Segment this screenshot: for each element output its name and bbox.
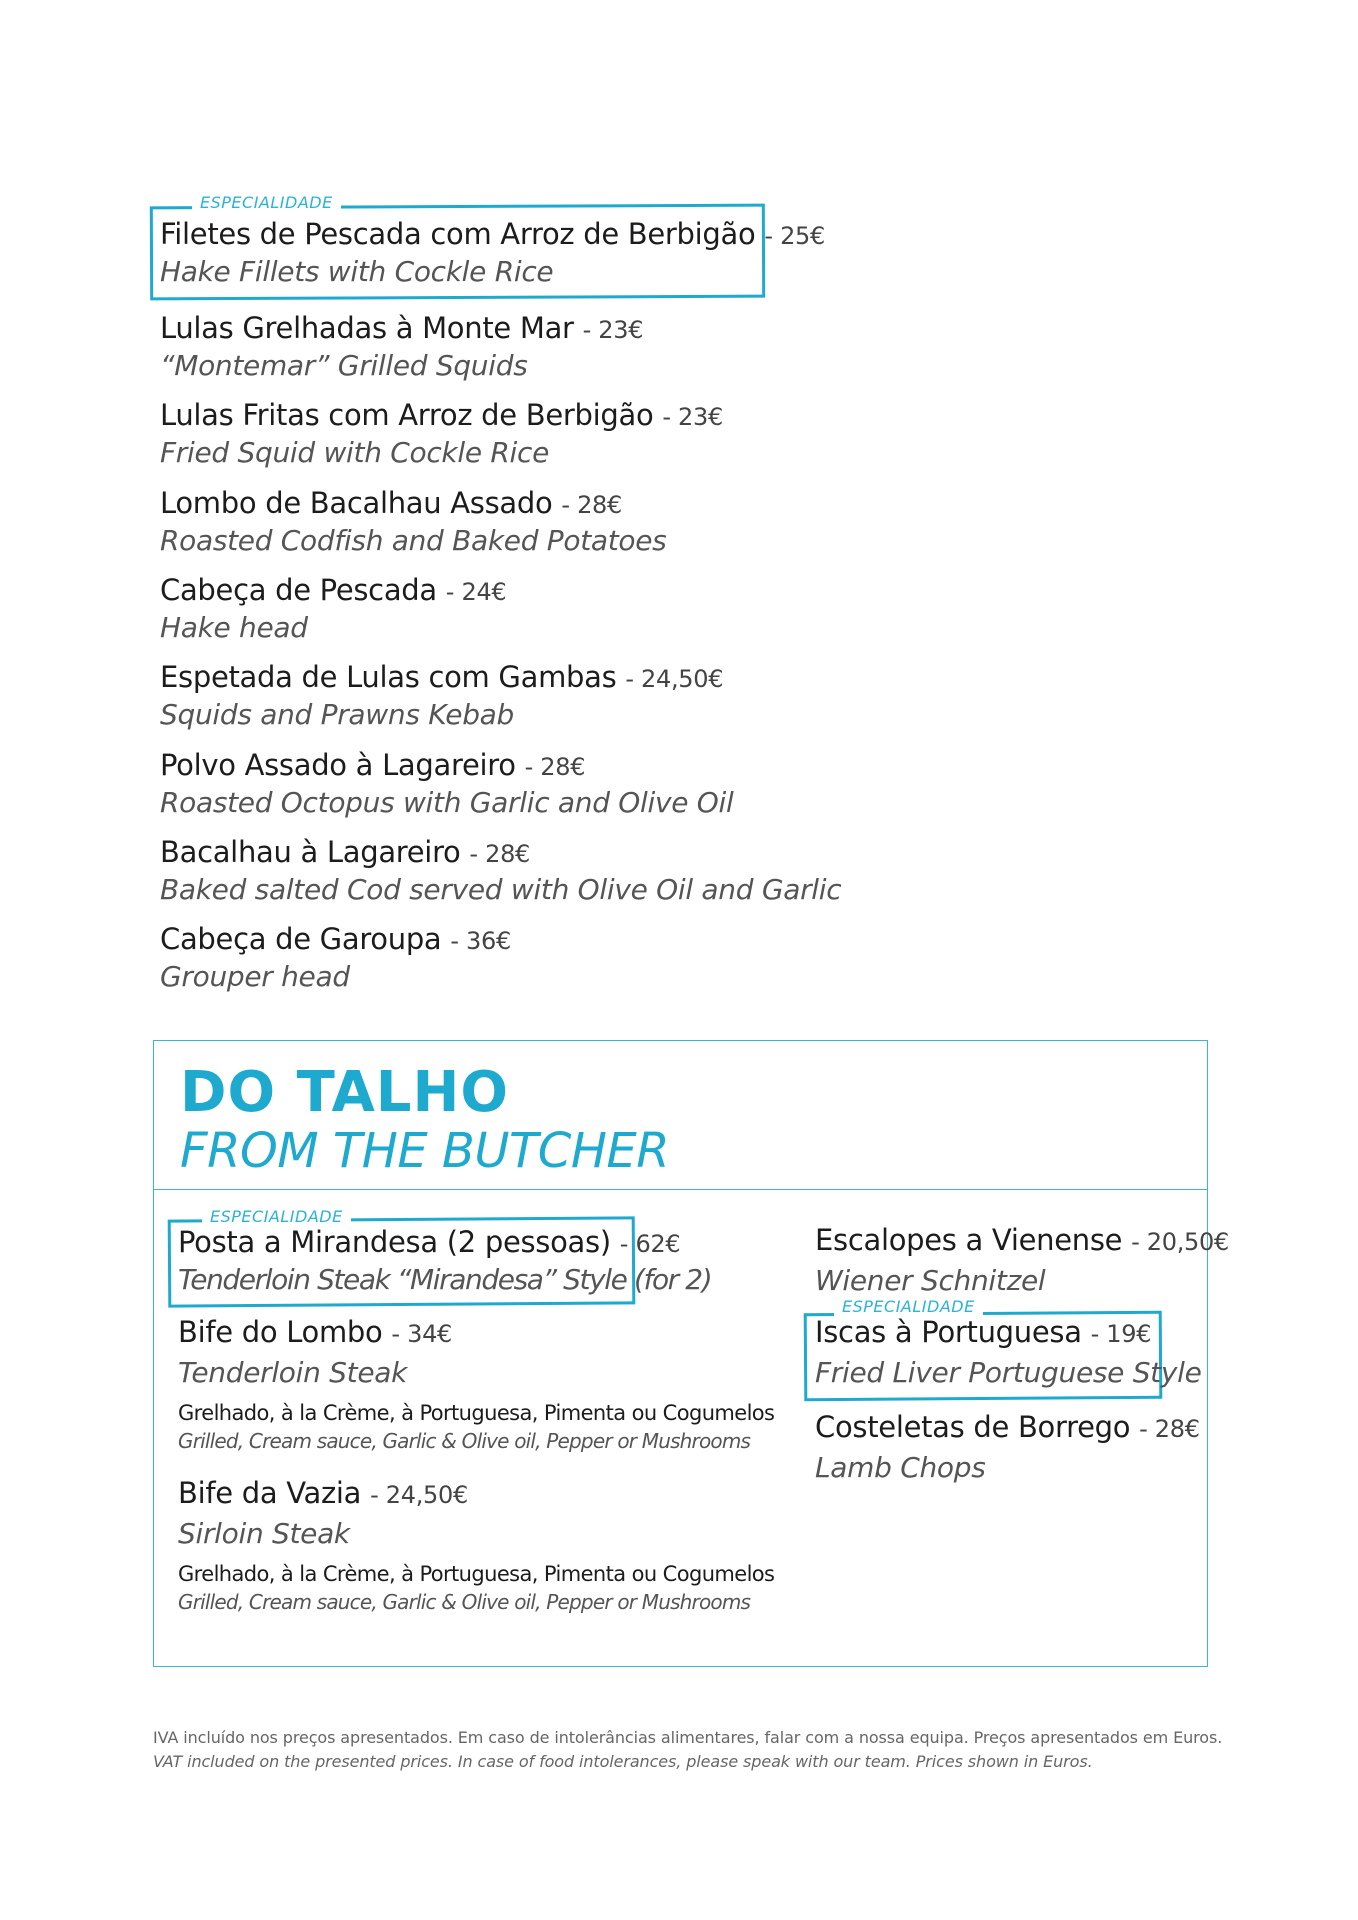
- dish-translation: Squids and Prawns Kebab: [160, 698, 514, 731]
- menu-item: [160, 310, 643, 384]
- menu-item: [160, 572, 506, 646]
- dish-name: Costeletas de Borrego: [815, 1410, 1131, 1444]
- dish-translation: Roasted Codfish and Baked Potatoes: [160, 524, 667, 557]
- dish-options: Grelhado, à la Crème, à Portuguesa, Pimenta ou Cogumelos: [178, 1562, 775, 1586]
- dish-price: - 24,50€: [625, 665, 724, 693]
- dish-translation: Sirloin Steak: [178, 1517, 350, 1550]
- dish-translation: Roasted Octopus with Garlic and Olive Oil: [160, 786, 734, 819]
- dish-translation: Tenderloin Steak “Mirandesa” Style (for 2): [178, 1263, 712, 1296]
- menu-item: [160, 747, 733, 821]
- footer-note: [153, 1726, 1222, 1774]
- dish-price: - 20,50€: [1131, 1228, 1229, 1256]
- menu-item: [160, 659, 723, 733]
- dish-name: Posta a Mirandesa (2 pessoas): [178, 1225, 611, 1259]
- dish-name: Lulas Fritas com Arroz de Berbigão: [160, 398, 654, 432]
- dish-name: Cabeça de Pescada: [160, 573, 437, 607]
- dish-price: - 28€: [561, 491, 622, 519]
- dish-name: Polvo Assado à Lagareiro: [160, 748, 516, 782]
- dish-translation: Fried Squid with Cockle Rice: [160, 436, 550, 469]
- dish-price: - 36€: [450, 927, 511, 955]
- dish-translation: Hake Fillets with Cockle Rice: [160, 255, 554, 288]
- dish-name: Espetada de Lulas com Gambas: [160, 660, 617, 694]
- specialty-label: ESPECIALIDADE: [192, 194, 341, 212]
- dish-name: Bacalhau à Lagareiro: [160, 835, 461, 869]
- dish-price: - 28€: [469, 840, 531, 868]
- dish-translation: Hake head: [160, 611, 308, 644]
- dish-price: - 23€: [582, 316, 644, 344]
- dish-name: Lombo de Bacalhau Assado: [160, 486, 553, 520]
- dish-price: - 62€: [619, 1230, 681, 1258]
- dish-name: Escalopes a Vienense: [815, 1223, 1123, 1257]
- section-title: DO TALHO: [180, 1060, 509, 1125]
- dish-price: - 19€: [1090, 1320, 1152, 1348]
- footer-text-pt: IVA incluído nos preços apresentados. Em caso de intolerâncias alimentares, falar com a nossa equipa. Preços apresentados em Euros.: [153, 1728, 1223, 1747]
- dish-translation: Lamb Chops: [815, 1451, 986, 1484]
- dish-translation: Tenderloin Steak: [178, 1356, 408, 1389]
- dish-price: - 34€: [391, 1320, 453, 1348]
- specialty-label: ESPECIALIDADE: [202, 1208, 351, 1226]
- dish-translation: Fried Liver Portuguese Style: [815, 1356, 1202, 1389]
- dish-translation: Wiener Schnitzel: [815, 1264, 1046, 1297]
- menu-item: [160, 485, 666, 559]
- dish-price: - 24,50€: [370, 1481, 468, 1509]
- footer-text-en: VAT included on the presented prices. In case of food intolerances, please speak with our team. Prices shown in Euros.: [153, 1752, 1093, 1771]
- dish-options-translation: Grilled, Cream sauce, Garlic & Olive oil, Pepper or Mushrooms: [178, 1429, 751, 1453]
- dish-price: - 24€: [445, 578, 507, 606]
- dish-translation: Grouper head: [160, 960, 350, 993]
- dish-name: Iscas à Portuguesa: [815, 1315, 1082, 1349]
- dish-price: - 25€: [764, 222, 825, 250]
- dish-name: Lulas Grelhadas à Monte Mar: [160, 311, 574, 345]
- section-subtitle: FROM THE BUTCHER: [180, 1123, 670, 1179]
- dish-translation: “Montemar” Grilled Squids: [160, 349, 528, 382]
- dish-name: Bife da Vazia: [178, 1476, 362, 1510]
- menu-item: [160, 216, 825, 290]
- dish-name: Bife do Lombo: [178, 1315, 383, 1349]
- menu-item: [160, 921, 511, 995]
- menu-item: [815, 1221, 1229, 1301]
- section-divider: [153, 1189, 1208, 1190]
- dish-name: Filetes de Pescada com Arroz de Berbigão: [160, 217, 756, 251]
- dish-name: Cabeça de Garoupa: [160, 922, 442, 956]
- menu-item: [178, 1224, 711, 1298]
- dish-price: - 28€: [524, 753, 586, 781]
- menu-item: [815, 1313, 1202, 1393]
- specialty-label: ESPECIALIDADE: [834, 1298, 983, 1316]
- dish-options: Grelhado, à la Crème, à Portuguesa, Pimenta ou Cogumelos: [178, 1401, 775, 1425]
- dish-price: - 23€: [662, 403, 723, 431]
- menu-item: [160, 834, 841, 908]
- dish-options-translation: Grilled, Cream sauce, Garlic & Olive oil, Pepper or Mushrooms: [178, 1590, 751, 1614]
- menu-item: [178, 1474, 774, 1616]
- dish-price: - 28€: [1139, 1415, 1200, 1443]
- menu-item: [815, 1408, 1200, 1488]
- menu-item: [160, 397, 723, 471]
- dish-translation: Baked salted Cod served with Olive Oil and Garlic: [160, 873, 842, 906]
- menu-item: [178, 1313, 774, 1455]
